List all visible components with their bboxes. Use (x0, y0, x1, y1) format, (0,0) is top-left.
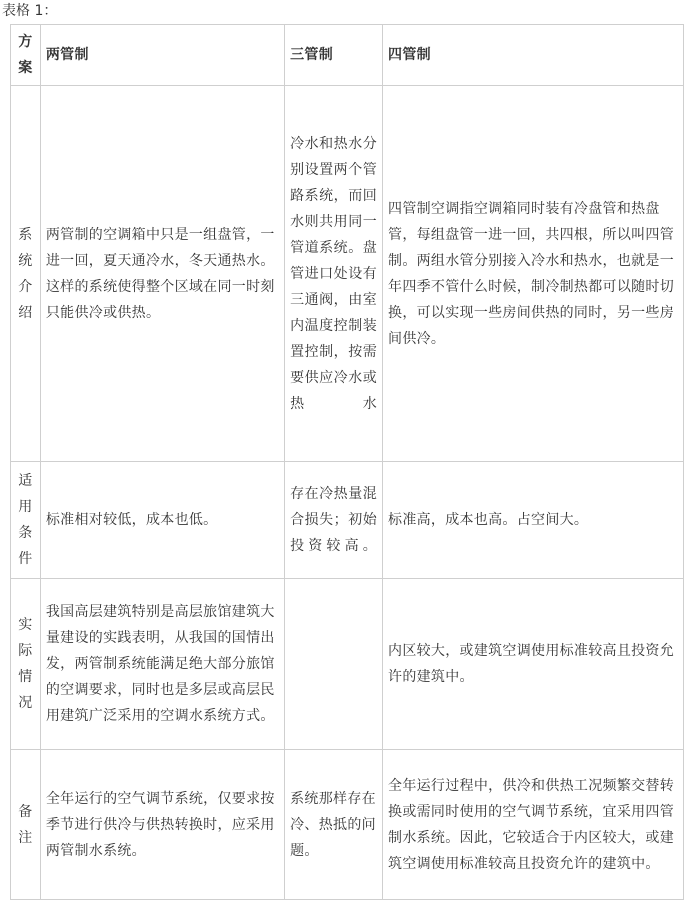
cell-two-pipe: 全年运行的空气调节系统，仅要求按季节进行供冷与供热转换时，应采用两管制水系统。 (40, 750, 284, 900)
table-row (11, 750, 684, 900)
cell-paragraph: 这样的系统使得整个区域在同一时刻只能供冷或供热。 (45, 278, 275, 321)
cell-four-pipe: 四管制空调指空调箱同时装有冷盘管和热盘管，每组盘管一进一回，共四根，所以叫四管制。两组水管分别接入冷水和热水，也就是一年四季不管什么时候，制冷制热都可以随时切换，可以实现一些房间供热的同时，另一些房间供冷。 (383, 86, 684, 462)
table-row (11, 86, 684, 462)
cell-two-pipe: 我国高层建筑特别是高层旅馆建筑大量建设的实践表明，从我国的国情出发，两管制系统能满足绝大部分旅馆的空调要求，同时也是多层或高层民用建筑广泛采用的空调水系统方式。 (40, 579, 284, 750)
header-four-pipe: 四管制 (383, 25, 684, 86)
row-label: 系统介绍 (11, 86, 41, 462)
table-row (11, 579, 684, 750)
table-header-row (11, 25, 684, 86)
row-label: 适用条件 (11, 462, 41, 579)
header-three-pipe: 三管制 (285, 25, 383, 86)
comparison-table (10, 24, 684, 900)
row-label: 备注 (11, 750, 41, 900)
table-row (11, 462, 684, 579)
table-caption: 表格 1： (2, 3, 58, 19)
cell-three-pipe: 存在冷热量混合损失；初始投资较高。 (285, 462, 383, 579)
cell-three-pipe: 冷水和热水分别设置两个管路系统，而回水则共用同一管道系统。盘管进口处设有三通阀，由室内温度控制装置控制，按需要供应冷水或热水 (285, 86, 383, 462)
cell-two-pipe (40, 86, 284, 462)
cell-two-pipe: 标准相对较低，成本也低。 (40, 462, 284, 579)
cell-three-pipe (285, 579, 383, 750)
cell-three-pipe: 系统那样存在冷、热抵的问题。 (285, 750, 383, 900)
header-two-pipe: 两管制 (40, 25, 284, 86)
cell-four-pipe: 全年运行过程中，供冷和供热工况频繁交替转换或需同时使用的空气调节系统，宜采用四管制水系统。因此，它较适合于内区较大，或建筑空调使用标准较高且投资允许的建筑中。 (383, 750, 684, 900)
cell-four-pipe: 内区较大，或建筑空调使用标准较高且投资允许的建筑中。 (383, 579, 684, 750)
cell-four-pipe: 标准高，成本也高。占空间大。 (383, 462, 684, 579)
row-label: 实际情况 (11, 579, 41, 750)
header-scheme: 方案 (11, 25, 41, 86)
cell-paragraph: 两管制的空调箱中只是一组盘管，一进一回，夏天通冷水，冬天通热水。 (45, 226, 275, 269)
